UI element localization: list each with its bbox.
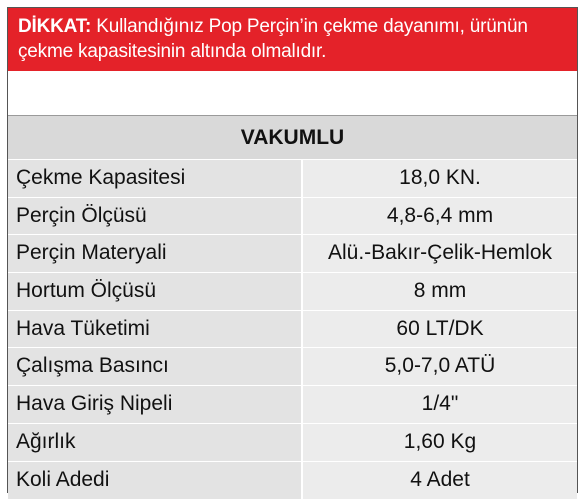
row-value: 1/4"	[303, 386, 577, 423]
row-label: Koli Adedi	[8, 462, 303, 500]
spec-table	[8, 160, 577, 499]
warning-text: Kullandığınız Pop Perçin’in çekme dayanımı, ürünün çekme kapasitesinin altında olmalıdır.	[18, 16, 528, 62]
row-value: 1,60 Kg	[303, 424, 577, 461]
table-title: VAKUMLU	[8, 116, 577, 160]
table-row	[8, 235, 577, 273]
row-value: 8 mm	[303, 273, 577, 310]
row-label: Ağırlık	[8, 424, 303, 461]
row-label: Hava Tüketimi	[8, 311, 303, 348]
warning-banner	[8, 8, 577, 71]
row-label: Hortum Ölçüsü	[8, 273, 303, 310]
table-row	[8, 311, 577, 349]
table-row	[8, 160, 577, 198]
row-label: Perçin Materyali	[8, 235, 303, 272]
table-row	[8, 386, 577, 424]
row-value: 5,0-7,0 ATÜ	[303, 348, 577, 385]
row-label: Perçin Ölçüsü	[8, 198, 303, 235]
row-label: Çalışma Basıncı	[8, 348, 303, 385]
table-row	[8, 198, 577, 236]
row-value: 18,0 KN.	[303, 160, 577, 197]
row-value: 4,8-6,4 mm	[303, 198, 577, 235]
table-row	[8, 462, 577, 500]
row-value: 60 LT/DK	[303, 311, 577, 348]
table-row	[8, 348, 577, 386]
table-row	[8, 273, 577, 311]
warning-label: DİKKAT:	[18, 16, 92, 37]
table-row	[8, 424, 577, 462]
row-label: Çekme Kapasitesi	[8, 160, 303, 197]
spec-sheet	[7, 7, 578, 493]
row-value: 4 Adet	[303, 462, 577, 500]
spacer-row	[8, 71, 577, 116]
row-value: Alü.-Bakır-Çelik-Hemlok	[303, 235, 577, 272]
row-label: Hava Giriş Nipeli	[8, 386, 303, 423]
